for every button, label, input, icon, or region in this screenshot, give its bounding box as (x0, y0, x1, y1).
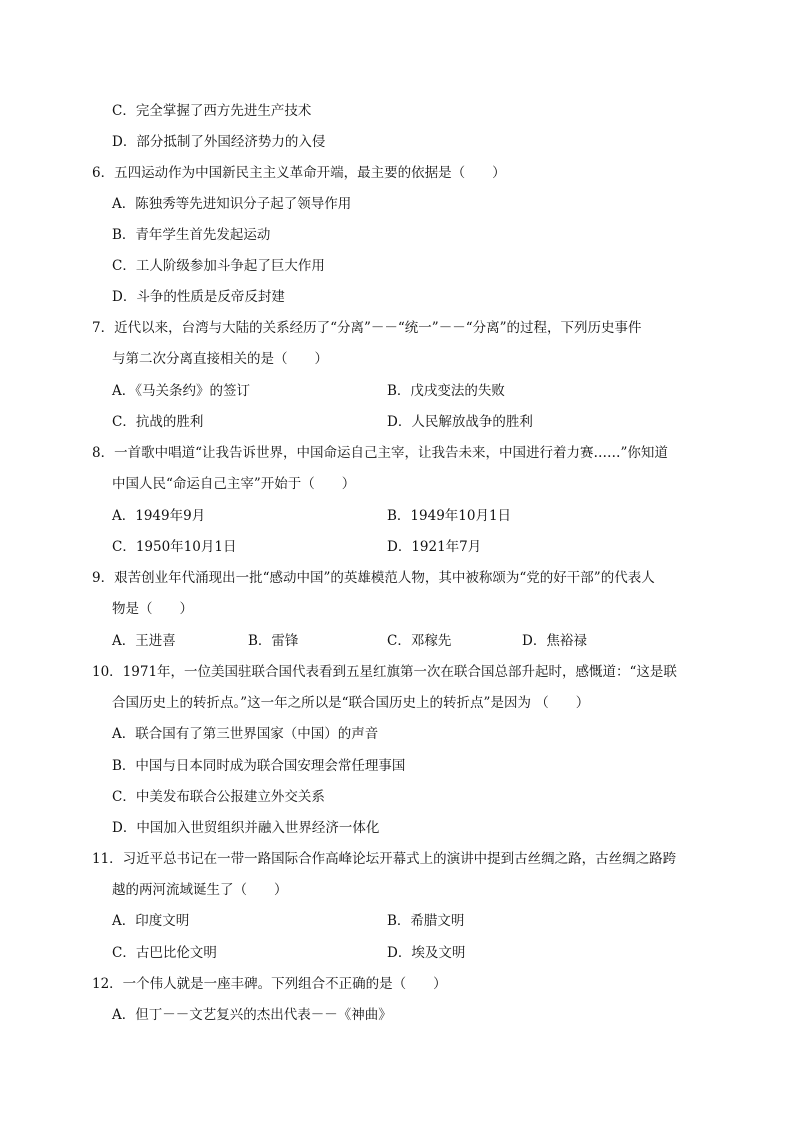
q10-option-d: D．中国加入世贸组织并融入世界经济一体化 (112, 820, 380, 836)
q11-option-b: B．希腊文明 (387, 913, 465, 929)
question-11-line-1: 11．习近平总书记在一带一路国际合作高峰论坛开幕式上的演讲中提到古丝绸之路，古丝绸之路跨 (92, 851, 677, 867)
question-11-line-2: 越的两河流域诞生了（ ） (112, 882, 288, 898)
q8-option-c: C．1950年10月1日 (112, 539, 237, 555)
q6-option-a: A．陈独秀等先进知识分子起了领导作用 (112, 196, 352, 212)
q11-option-d: D．埃及文明 (387, 945, 466, 961)
question-10-line-2: 合国历史上的转折点。”这一年之所以是“联合国历史上的转折点”是因为 （ ） (112, 695, 590, 711)
question-10-line-1: 10．1971年，一位美国驻联合国代表看到五星红旗第一次在联合国总部升起时，感慨道：“这是联 (92, 664, 677, 680)
q10-option-c: C．中美发布联合公报建立外交关系 (112, 789, 325, 805)
q9-option-a: A．王进喜 (112, 633, 176, 649)
question-9-line-2: 物是（ ） (112, 601, 193, 617)
q7-option-b: B．戊戌变法的失败 (387, 383, 505, 399)
question-12: 12．一个伟人就是一座丰碑。下列组合不正确的是（ ） (92, 976, 447, 992)
q7-option-a: A．《马关条约》的签订 (112, 383, 250, 399)
q10-option-a: A．联合国有了第三世界国家（中国）的声音 (112, 726, 379, 742)
question-7-line-2: 与第二次分离直接相关的是（ ） (112, 351, 328, 367)
q10-option-b: B．中国与日本同时成为联合国安理会常任理事国 (112, 758, 406, 774)
q6-option-b: B．青年学生首先发起运动 (112, 227, 271, 243)
q8-option-b: B．1949年10月1日 (387, 508, 512, 524)
q12-option-a: A．但丁－－文艺复兴的杰出代表－－《神曲》 (112, 1007, 392, 1023)
q7-option-c: C．抗战的胜利 (112, 414, 204, 430)
question-9-line-1: 9．艰苦创业年代涌现出一批“感动中国”的英雄模范人物，其中被称颂为“党的好干部”的代表人 (92, 570, 655, 586)
q9-option-b: B．雷锋 (248, 633, 299, 649)
q6-option-c: C．工人阶级参加斗争起了巨大作用 (112, 258, 325, 274)
question-6: 6．五四运动作为中国新民主主义革命开端，最主要的依据是（ ） (92, 165, 506, 181)
q8-option-d: D．1921年7月 (387, 539, 482, 555)
q7-option-d: D．人民解放战争的胜利 (387, 414, 533, 430)
q9-option-d: D．焦裕禄 (522, 633, 587, 649)
prev-option-d: D．部分抵制了外国经济势力的入侵 (112, 134, 326, 150)
q9-option-c: C．邓稼先 (387, 633, 452, 649)
q6-option-d: D．斗争的性质是反帝反封建 (112, 289, 285, 305)
question-7-line-1: 7．近代以来，台湾与大陆的关系经历了“分离”－－“统一”－－“分离”的过程，下列历史事件 (92, 320, 642, 336)
question-8-line-2: 中国人民“命运自己主宰”开始于（ ） (112, 476, 356, 492)
q8-option-a: A．1949年9月 (112, 508, 206, 524)
prev-option-c: C．完全掌握了西方先进生产技术 (112, 103, 312, 119)
q11-option-c: C．古巴比伦文明 (112, 945, 217, 961)
q11-option-a: A．印度文明 (112, 913, 190, 929)
question-8-line-1: 8．一首歌中唱道“让我告诉世界，中国命运自己主宰，让我告未来，中国进行着力赛……”你知道 (92, 445, 668, 461)
